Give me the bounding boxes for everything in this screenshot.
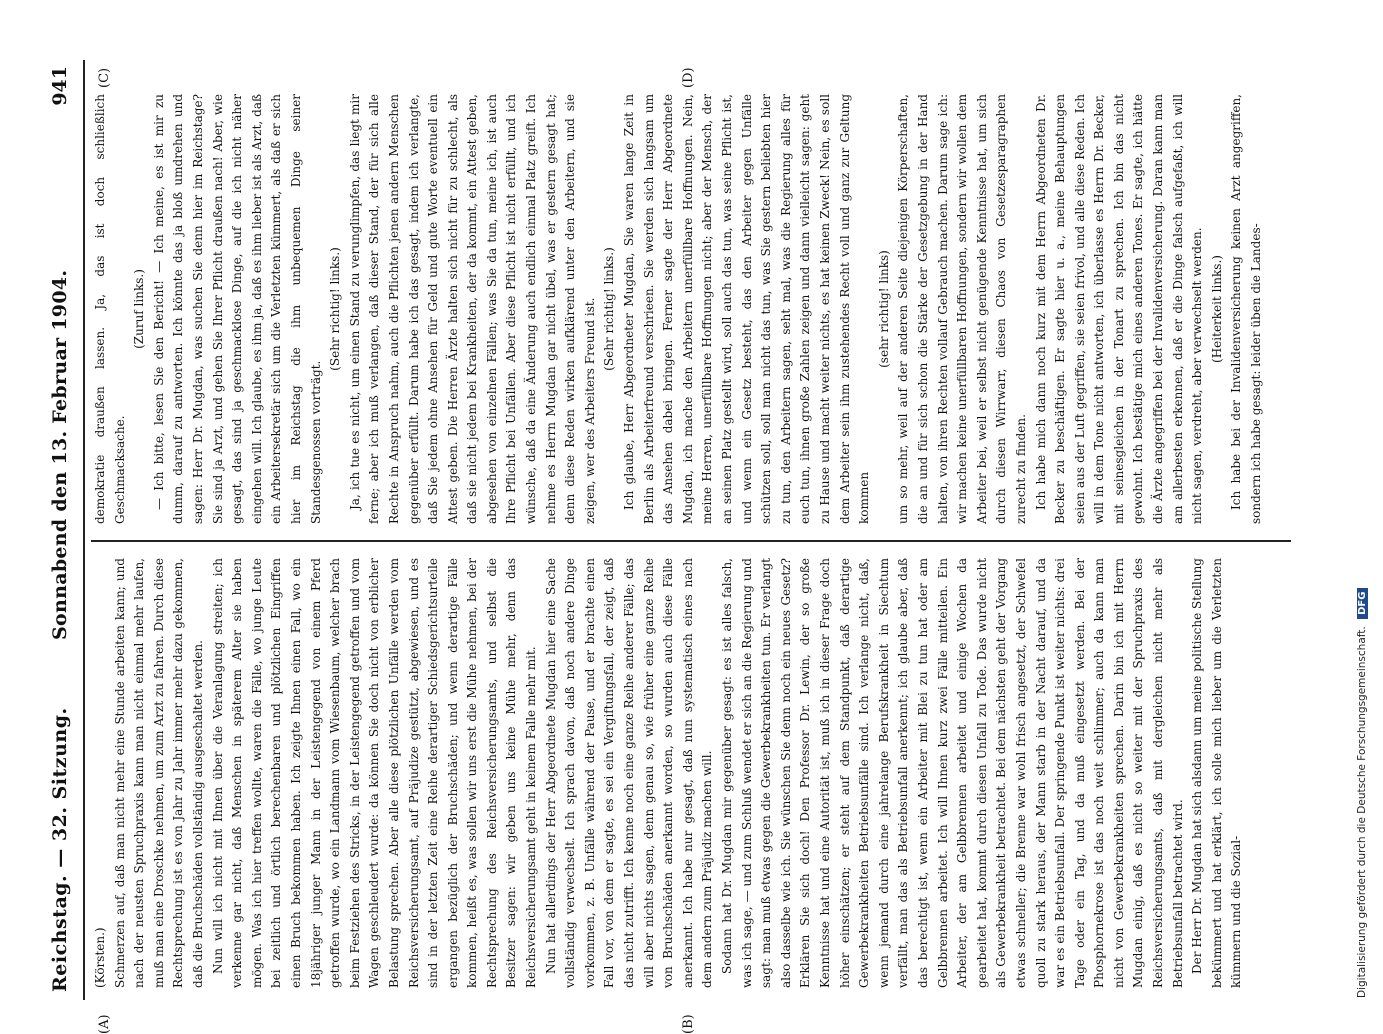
paragraph: Schmerzen auf, daß man nicht mehr eine Stunde arbeiten kann; und nach der neusten Spruchpraxis kann man nicht einmal mehr laufen, muß man eine Droschke nehmen, um zum Arzt zu fahren. Durch diese Rechtsprechung ist es von Jahr zu Jahr immer mehr dazu gekommen, daß die Bruchschäden vollständig ausgeschaltet werden. [112,558,205,988]
paragraph: um so mehr, weil auf der anderen Seite diejenigen Körperschaften, die an und für sich schon die Stärke der Gesetzgebung in der Hand halten, von ihren Rechten vollauf Gebrauch machen. Darum sage ich: wir machen keine unerfüllbaren Hoffnungen, sondern wir wollen dem Arbeiter bei, weil er selbst nicht genügende Kenntnisse hat, um sich durch diesen Wirrwarr, diesen Chaos von Gesetzesparagraphen zurecht zu finden. [896,94,1028,524]
paragraph: Ich habe bei der Invalidenversicherung keinen Arzt angegriffen, sondern ich habe gesagt: leider üben die Landes- [1229,94,1264,524]
interjection: (sehr richtig! links) [876,250,891,368]
header-left: Reichstag. — 32. Sitzung. [49,707,71,992]
interjection: (Heiterkeit links.) [1209,255,1224,363]
speaker-note: (Körsten.) [93,927,107,988]
paragraph: Nun hat allerdings der Herr Abgeordnete Mugdan hier eine Sache vollständig verwechselt. Ich sprach davon, daß noch andere Dinge vorkommen, z. B. Unfälle während der Pause, und er brachte einen Fall vor, von dem er sagte, es sei ein Vergiftungsfall, der zeigt, daß das nicht zutrifft. Ich kenne noch eine ganze Reihe anderer Fälle; das will aber nichts sagen, denn genau so, wie früher eine ganze Reihe von Bruchschäden anerkannt worden, so wurden auch diese Fälle anerkannt. Ich habe nur gesagt, daß nun systematisch eines nach dem andern zum Präjudiz machen will. [543,558,715,988]
paragraph: Ich glaube, Herr Abgeordneter Mugdan, Sie waren lange Zeit in Berlin als Arbeiterfreund verschrieen. Sie werden sich langsam um das Ansehen dabei bringen. Ferner sagte der Herr Abgeordnete Mugdan, ich mache den Arbeitern unerfüllbare Hoffnungen. Nein, meine Herren, unerfüllbare Hoffnungen nicht; aber der Mensch, der an seinen Platz gestellt wird, soll auch das tun, was seine Pflicht ist, und wenn ein Gesetz besteht, das den Arbeiter gegen Unfälle schützen soll, soll man nicht das tun, was Sie gestern beliebten hier zu tun, den Arbeitern sagen, seht mal, was die Regierung alles für euch tun, ihnen große Zahlen zeigen und dann vielleicht sagen: geht zu Hause und macht weiter nichts, es hat keinen Zweck! Nein, es soll dem Arbeiter sein ihm zustehendes Recht voll und ganz zur Geltung kommen [622,94,872,524]
scanned-page [41,60,1341,1034]
paragraph: Nun will ich nicht mit Ihnen über die Veranlagung streiten; ich verkenne gar nicht, daß Menschen in späterem Alter sie haben mögen. Was ich hier treffen wollte, waren die Fälle, wo junge Leute bei zeitlich und örtlich berechenbaren und plötzlichen Eingriffen einen Bruch bekommen haben. Ich zeigte Ihnen einen Fall, wo ein 18jähriger junger Mann in der Leistengegend von einem Pferd getroffen wurde, wo ein Landmann vom Wiesenbaum, welcher brach beim Festziehen des Stricks, in der Leistengegend getroffen und vom Wagen geschleudert wurde: da können Sie doch nicht von erblicher Belastung sprechen. Aber alle diese plötzlichen Unfälle werden vom Reichsversicherungsamt, auf Präjudize gestützt, abgewiesen, und es sind in der letzten Zeit eine Reihe derartiger Schiedsgerichtsurteile ergangen bezüglich der Bruchschäden; und wenn derartige Fälle kommen, heißt es, was sollen wir uns erst die Mühe nehmen, bei der Rechtsprechung des Reichsversicherungsamts, und selbst die Besitzer sagen: wir geben uns keine Mühe mehr, denn das Reichsversicherungsamt geht in keinem Falle mehr mit. [210,558,539,988]
header-right: Sonnabend den 13. Februar 1904. [49,269,71,640]
interjection: (Sehr richtig! links.) [602,247,617,371]
digitization-credit [1356,8,1378,998]
margin-mark-a: (A) [97,1014,112,1034]
left-column [91,558,1291,988]
paragraph: Ja, ich tue es nicht, um einen Stand zu verunglimpfen, das liegt mir ferne; aber ich muß verlangen, daß dieser Stand, der für sich alle Rechte in Anspruch nahm, auch die Pflichten jenen andern Menschen gegenüber erfüllt. Darum habe ich das gesagt, indem ich verlangte, daß Sie jedem ohne Ansehen für Geld und gute Worte eventuell ein Attest geben. Die Herren Ärzte halten sich nicht für zu schlecht, als daß sie nicht jedem bei Krankheiten, der da kommt, ein Attest geben, abgesehen von einzelnen Fällen; was Sie da tun, meine ich, ist auch Ihre Pflicht bei Unfällen. Aber diese Pflicht ist nicht erfüllt, und ich wünsche, daß da eine Änderung auch endlich einmal Platz greift. Ich nehme es Herrn Mugdan gar nicht übel, was er gestern gesagt hat; denn diese Reden wirken aufklärend unter den Arbeitern, und sie zeigen, wer des Arbeiters Freund ist. [347,94,597,524]
paragraph: Ich habe mich dann noch kurz mit dem Herrn Abgeordneten Dr. Becker zu beschäftigen. Er sagte hier u. a., meine Behauptungen seien aus der Luft gegriffen, sie seien frivol, und alle diese Reden. Ich will in dem Tone nicht antworten, ich überlasse es Herrn Dr. Becker, mit seinesgleichen in der Tonart zu sprechen. Ich bin das nicht gewohnt. Ich bestätige mich eines anderen Tones. Er sagte, ich hätte die Ärzte angegriffen bei der Invalidenversicherung. Daran kann man am allerbesten erkennen, daß er die Dinge falsch aufgefaßt, ich will nicht sagen, verdreht, aber verwechselt werden. [1033,94,1205,524]
margin-mark-c: (C) [97,67,112,88]
paragraph: Sodann hat Dr. Mugdan mir gegenüber gesagt: es ist alles falsch, was ich sage, — und zum Schluß wendet er sich an die Regierung und sagt: man muß etwas gegen die Gewerbekrankheiten tun. Er verlangt also dasselbe wie ich. Sie wünschen Sie denn noch ein neues Gesetz? Erklären Sie sich doch! Den Professor Dr. Lewin, der so große Kenntnisse hat und eine Autorität ist, muß ich in dieser Frage doch höher einschätzen; er steht auf dem Standpunkt, daß derartige Gewerbekrankheiten Betriebsunfälle sind. Ich verlange nicht, daß, wenn jemand durch eine jahrelange Berufskrankheit in Siechtum verfällt, man das als Betriebsunfall anerkennt; ich glaube aber, daß das berechtigt ist, wenn ein Arbeiter mit Blei zu tun hat oder am Gelbbrennen arbeitet. Ich will Ihnen kurz zwei Fälle mitteilen. Ein Arbeiter, der am Gelbbrennen arbeitet und einige Wochen da gearbeitet hat, kommt durch diesen Unfall zu Tode. Das wurde nicht als Gewerbekrankheit betrachtet. Bei dem nächsten geht der Vorgang etwas schneller; die Brenne war wohl frisch angesetzt, der Schwefel quoll zu stark heraus, der Mann starb in der Nacht darauf, und da war es ein Betriebsunfall. Der springende Punkt ist weiter nichts: drei Tage oder ein Tag, und da muß eingesetzt werden. Bei der Phosphornekrose ist das noch weit schlimmer; auch da kann man nicht von Gewerbekrankheiten sprechen. Darin bin ich mit Herrn Mugdan einig, daß es nicht so weiter mit der Spruchpraxis des Reichsversicherungsamts, daß mit dergleichen nicht mehr als Betriebsunfall betrachtet wird. [720,558,1185,988]
interjection: (Sehr richtig! links.) [328,247,343,371]
paragraph: Der Herr Dr. Mugdan hat sich alsdann um meine politische Stellung bekümmert und hat erklärt, ich solle mich lieber um die Verletzten kümmern und die Sozial- [1190,558,1244,988]
paragraph: — Ich bitte, lesen Sie den Bericht! — Ich meine, es ist mir zu dumm, darauf zu antworten. Ich könnte das ja bloß umdrehen und sagen: Herr Dr. Mugdan, was suchen Sie denn hier im Reichstage? Sie sind ja Arzt, und gehen Sie Ihrer Pflicht draußen nach! Aber, wie gesagt, das sind ja geschmacklose Dinge, auf die ich nicht näher eingehen will. Ich glaube, es ihm ja, daß es ihm lieber ist als Arzt, daß ein Arbeitersekretär sich um die Verletzten kümmert, als daß er sich hier im Reichstag die ihm unbequemen Dinge seiner Standesgenossen vorträgt. [151,94,323,524]
header-rule [83,60,85,1000]
margin-mark-b: (B) [681,1014,696,1034]
margin-mark-d: (D) [681,67,696,88]
interjection: (Zuruf links.) [132,269,147,349]
dfg-logo: DFG [1357,588,1368,619]
column-rule [91,540,1291,542]
page-number: 941 [49,66,71,106]
running-header [49,60,79,1000]
paragraph: demokratie draußen lassen. Ja, das ist doch schließlich Geschmacksache. [93,94,127,524]
credit-text: Digitalisierung gefördert durch die Deutsche Forschungsgemeinschaft. [1356,626,1368,998]
right-column [91,94,1291,524]
